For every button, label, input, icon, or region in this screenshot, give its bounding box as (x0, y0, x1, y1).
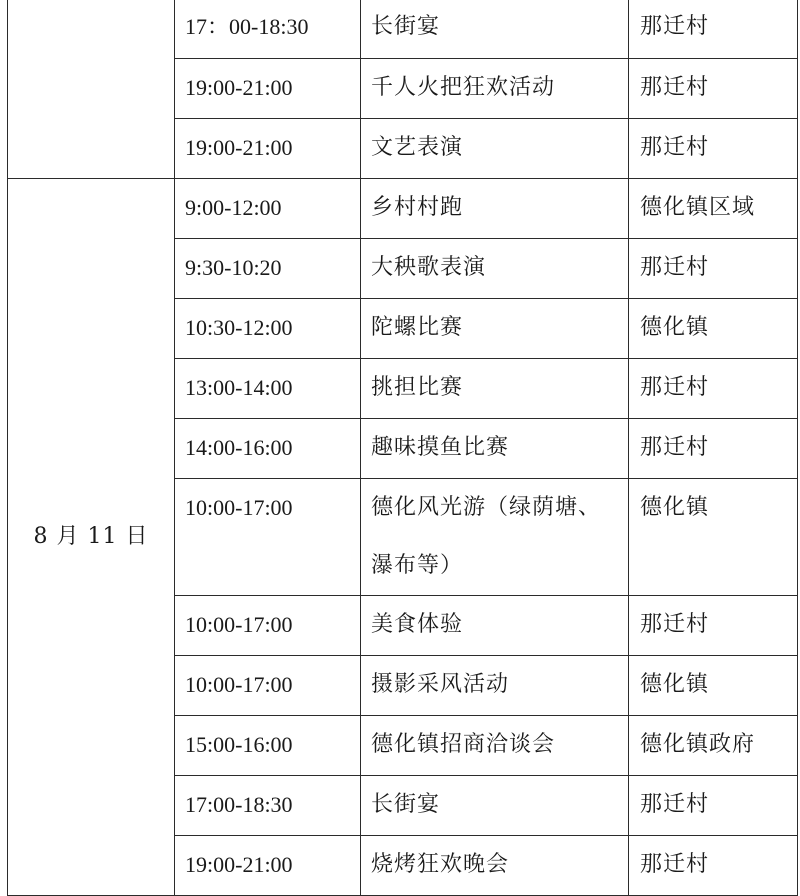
event-text: 千人火把狂欢活动 (371, 74, 556, 100)
event-cell (361, 118, 629, 178)
place-text: 德化镇 (640, 494, 710, 520)
place-cell (629, 715, 798, 775)
event-cell (361, 0, 629, 58)
place-text: 那迁村 (640, 791, 710, 817)
event-text-line1: 德化风光游（绿荫塘、 (371, 494, 602, 520)
time-cell (175, 478, 361, 595)
place-cell (629, 595, 798, 655)
event-cell (361, 418, 629, 478)
place-text: 德化镇 (640, 671, 710, 697)
event-text-line2: 瀑布等） (371, 552, 464, 578)
time-text: 10:00-17:00 (185, 671, 293, 697)
event-text: 长街宴 (371, 791, 441, 817)
event-text: 趣味摸鱼比赛 (371, 434, 510, 460)
event-cell (361, 58, 629, 118)
time-cell (175, 178, 361, 238)
event-text: 文艺表演 (371, 134, 464, 160)
event-cell (361, 478, 629, 595)
place-cell (629, 358, 798, 418)
place-cell (629, 0, 798, 58)
time-text: 19:00-21:00 (185, 134, 293, 160)
time-text: 14:00-16:00 (185, 434, 293, 460)
time-text: 15:00-16:00 (185, 731, 293, 757)
time-text: 19:00-21:00 (185, 851, 293, 877)
time-cell (175, 655, 361, 715)
event-text: 烧烤狂欢晚会 (371, 851, 510, 877)
event-cell (361, 835, 629, 895)
place-text: 那迁村 (640, 74, 710, 100)
time-text: 9:30-10:20 (185, 254, 282, 280)
place-cell (629, 655, 798, 715)
event-text: 德化镇招商洽谈会 (371, 731, 556, 757)
time-cell (175, 835, 361, 895)
event-cell (361, 298, 629, 358)
time-cell (175, 715, 361, 775)
time-text: 17:00-18:30 (185, 791, 293, 817)
event-text: 陀螺比赛 (371, 314, 464, 340)
place-text: 那迁村 (640, 611, 710, 637)
event-text: 摄影采风活动 (371, 671, 510, 697)
date-text: 8 月 11 日 (33, 523, 149, 549)
event-cell (361, 595, 629, 655)
place-text: 德化镇区域 (640, 194, 756, 220)
time-cell (175, 595, 361, 655)
time-cell (175, 775, 361, 835)
time-text: 10:30-12:00 (185, 314, 293, 340)
place-cell (629, 478, 798, 595)
event-cell (361, 178, 629, 238)
place-cell (629, 418, 798, 478)
event-cell (361, 238, 629, 298)
place-text: 那迁村 (640, 134, 710, 160)
time-cell (175, 0, 361, 58)
time-cell (175, 238, 361, 298)
event-text: 美食体验 (371, 611, 464, 637)
time-cell (175, 118, 361, 178)
time-cell (175, 58, 361, 118)
place-cell (629, 238, 798, 298)
place-text: 那迁村 (640, 851, 710, 877)
time-cell (175, 298, 361, 358)
event-text: 大秧歌表演 (371, 254, 487, 280)
time-text: 17：00-18:30 (185, 14, 309, 39)
time-text: 10:00-17:00 (185, 494, 293, 520)
place-text: 那迁村 (640, 14, 710, 39)
time-cell (175, 418, 361, 478)
place-cell (629, 178, 798, 238)
date-cell (8, 178, 175, 895)
table-row (8, 0, 798, 58)
place-cell (629, 58, 798, 118)
event-text: 长街宴 (371, 14, 441, 39)
time-text: 19:00-21:00 (185, 74, 293, 100)
place-cell (629, 775, 798, 835)
event-cell (361, 358, 629, 418)
place-text: 那迁村 (640, 434, 710, 460)
time-text: 13:00-14:00 (185, 374, 293, 400)
table-row (8, 178, 798, 238)
time-text: 10:00-17:00 (185, 611, 293, 637)
event-cell (361, 715, 629, 775)
place-text: 那迁村 (640, 374, 710, 400)
event-cell (361, 775, 629, 835)
event-text: 乡村村跑 (371, 194, 464, 220)
place-text: 那迁村 (640, 254, 710, 280)
place-cell (629, 298, 798, 358)
event-text: 挑担比赛 (371, 374, 464, 400)
schedule-table (7, 0, 798, 896)
event-cell (361, 655, 629, 715)
place-cell (629, 118, 798, 178)
place-text: 德化镇政府 (640, 731, 756, 757)
time-cell (175, 358, 361, 418)
time-text: 9:00-12:00 (185, 194, 282, 220)
place-cell (629, 835, 798, 895)
place-text: 德化镇 (640, 314, 710, 340)
date-cell-previous (8, 0, 175, 178)
